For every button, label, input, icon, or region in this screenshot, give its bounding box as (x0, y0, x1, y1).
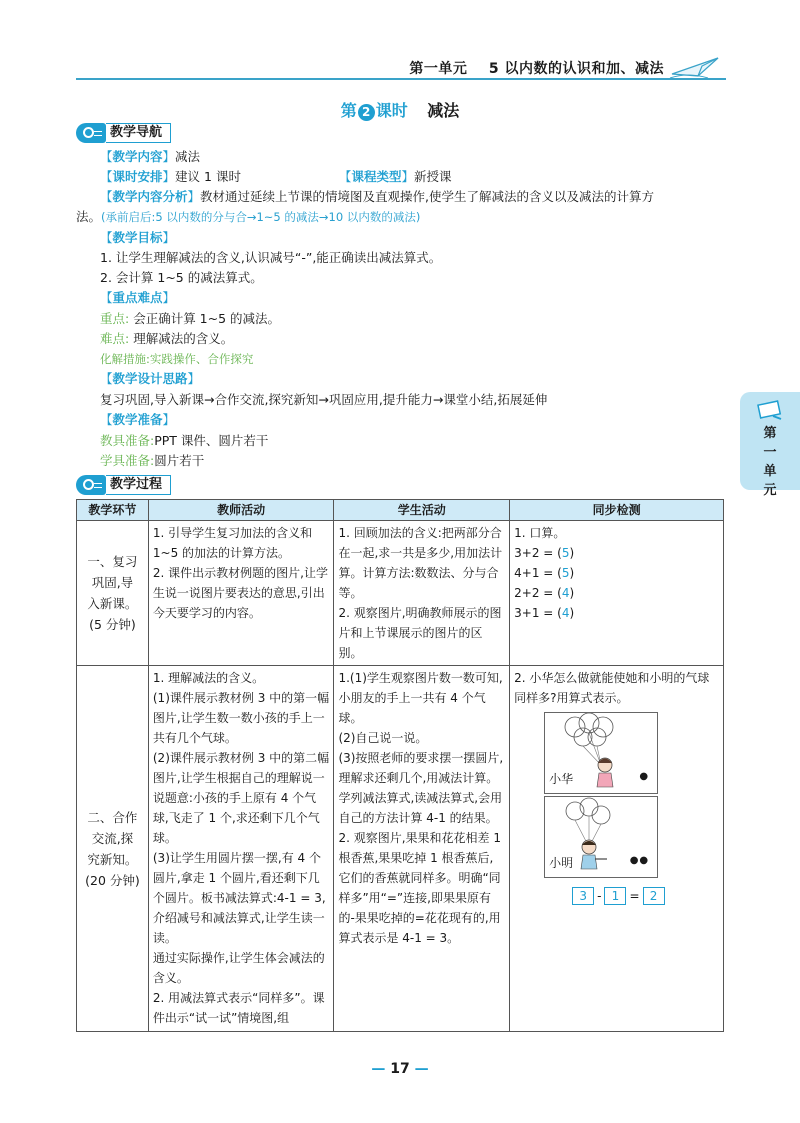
teacher-activity-item: 2. 课件出示教材例题的图片,让学生说一说图片要表达的意思,引出今天要学习的内容。 (152, 566, 328, 620)
check-item (514, 583, 719, 603)
student-activity-item: (3)按照老师的要求摆一摆圆片,理解求还剩几个,用减法计算。学列减法算式,读减法算式,会用自己的方法计算 4-1 的结果。 (338, 751, 504, 825)
student-activity-cell (334, 521, 510, 666)
section-title-process: 教学过程 (106, 475, 171, 495)
table-row (77, 521, 724, 666)
section-badge-process (76, 474, 171, 496)
equation-box: 2 (643, 887, 665, 905)
lesson-label-pre: 第 (340, 101, 357, 120)
teacher-prep-line (100, 431, 750, 451)
balloon-picture-xiaohua (544, 712, 658, 794)
teacher-activity-cell (148, 521, 334, 666)
student-prep-text: 圆片若干 (154, 453, 205, 468)
prep-label: 教学准备 (112, 412, 163, 427)
teacher-activity-item: 1. 引导学生复习加法的含义和 1~5 的加法的计算方法。 (152, 526, 313, 560)
page-number-value: 17 (390, 1061, 410, 1077)
check-expr: 3+2 = ( (514, 546, 562, 560)
check-cell (510, 521, 724, 666)
teacher-activity-cell (148, 666, 334, 1032)
keypoints-label: 重点难点 (112, 290, 163, 305)
equation-box: 1 (604, 887, 626, 905)
stage-duration: (5 分钟) (89, 617, 136, 632)
analysis-line: 【教学内容分析】教材通过延续上节课的情境图及直观操作,使学生了解减法的含义以及减法的计算方 (100, 189, 655, 204)
equation-box: 3 (572, 887, 594, 905)
check-answer: 5 (561, 546, 570, 560)
table-header-cell: 同步检测 (510, 500, 724, 521)
teacher-activity-item: 1. 理解减法的含义。 (152, 671, 265, 685)
table-header-row (77, 500, 724, 521)
teacher-activity-item: 通过实际操作,让学生体会减法的含义。 (152, 951, 325, 985)
check-answer: 5 (561, 566, 570, 580)
student-activity-item: 2. 观察图片,果果和花花相差 1 根香蕉,果果吃掉 1 根香蕉后,它们的香蕉就同样多。明确“同样多”用“=”连接,即果果原有的-果果吃掉的=花花现有的,用算式表示是 4-1 = 3。 (338, 831, 501, 945)
stage-text: 二、合作 (87, 809, 138, 825)
teacher-activity-item: (2)课件展示教材例 3 中的第二幅图片,让学生根据自己的理解说一说题意:小孩的手上原有 4 个气球,飞走了 1 个,求还剩下几个气球。 (152, 751, 330, 845)
teacher-prep-text: PPT 课件、圆片若干 (154, 433, 269, 448)
equation-equals: = (629, 889, 640, 903)
analysis-text-1: 教材通过延续上节课的情境图及直观操作,使学生了解减法的含义以及减法的计算方 (200, 189, 655, 204)
design-label: 教学设计思路 (112, 371, 188, 386)
stage-text: 究新知。 (87, 851, 138, 867)
answer-equation (572, 886, 719, 906)
stage-text: 一、复习 (87, 554, 138, 569)
schedule-line: 【课时安排】建议 1 课时 【课程类型】新授课 (100, 169, 452, 184)
goal-item: 2. 会计算 1~5 的减法算式。 (100, 270, 263, 285)
schedule-value: 建议 1 课时 (175, 169, 241, 184)
student-activity-item: 2. 观察图片,明确教师展示的图片和上节课展示的图片的区别。 (338, 606, 502, 660)
picture-caption: 小华 (549, 772, 574, 786)
teacher-activity-item: 2. 用减法算式表示“同样多”。课件出示“试一试”情境图,组 (152, 991, 325, 1025)
unit-side-tab (740, 392, 800, 498)
table-header-cell: 学生活动 (334, 500, 510, 521)
blackboard-icon (756, 400, 784, 420)
teacher-activity-item: (3)让学生用圆片摆一摆,有 4 个圆片,拿走 1 个圆片,看还剩下几个圆片。板书减法算式:4-1 = 3,介绍减号和减法算式,让学生读一读。 (152, 851, 326, 945)
key-point-line (100, 309, 750, 329)
measures-line (100, 349, 750, 369)
student-prep-line (100, 451, 750, 471)
stage-text: 交流,探 (91, 830, 134, 846)
analysis-label: 教学内容分析 (112, 189, 188, 204)
stage-cell (77, 666, 149, 1032)
stage-cell (77, 521, 149, 666)
check-close: ) (569, 586, 575, 600)
table-row (77, 666, 724, 1032)
stage-text: 巩固,导 (91, 575, 134, 590)
side-tab-text (756, 424, 784, 500)
dot-marker: ●● (629, 855, 650, 866)
difficult-label: 难点: (100, 331, 130, 346)
check-cell (510, 666, 724, 1032)
check-question: 2. 小华怎么做就能使她和小明的气球同样多?用算式表示。 (514, 671, 710, 705)
stage-duration: (20 分钟) (85, 872, 140, 888)
analysis-line-2 (76, 207, 726, 227)
table-header-cell: 教师活动 (148, 500, 334, 521)
design-heading: 【教学设计思路】 (100, 371, 201, 386)
student-activity-item: 1. 回顾加法的含义:把两部分合在一起,求一共是多少,用加法计算。计算方法:数数法、分与合等。 (338, 526, 503, 600)
check-close: ) (569, 566, 575, 580)
stage-text: 入新课。 (87, 596, 138, 611)
student-activity-item: 1.(1)学生观察图片数一数可知,小朋友的手上一共有 4 个气球。 (338, 671, 503, 725)
content-value: 减法 (175, 149, 201, 164)
dot-marker: ● (639, 771, 650, 782)
check-title: 1. 口算。 (514, 526, 566, 540)
page-number: — 17 — (371, 1061, 429, 1077)
section-title-nav: 教学导航 (106, 123, 171, 143)
location-pin-icon (76, 123, 106, 143)
teacher-prep-label: 教具准备: (100, 433, 155, 448)
measures-text: 化解措施:实践操作、合作探究 (100, 352, 254, 366)
student-activity-item: (2)自己说一说。 (338, 731, 428, 745)
picture-caption: 小明 (549, 856, 574, 870)
key-label: 重点: (100, 311, 130, 326)
lesson-number-badge: 2 (358, 104, 375, 121)
side-tab-char: 单 (763, 464, 777, 479)
analysis-text-2: 法。 (76, 209, 102, 224)
header-unit: 第一单元 (409, 61, 468, 77)
goal-item: 1. 让学生理解减法的含义,认识减号“-”,能正确读出减法算式。 (100, 250, 442, 265)
type-value: 新授课 (413, 169, 452, 184)
type-label: 课程类型 (351, 169, 402, 184)
check-expr: 4+1 = ( (514, 566, 562, 580)
side-tab-char: 一 (763, 445, 777, 460)
header-topic: 5 以内数的认识和加、减法 (488, 61, 664, 77)
teaching-process-table (76, 499, 724, 1032)
check-close: ) (569, 546, 575, 560)
check-answer: 4 (561, 606, 570, 620)
student-prep-label: 学具准备: (100, 453, 155, 468)
section-badge-nav (76, 122, 171, 144)
student-activity-cell (334, 666, 510, 1032)
check-expr: 2+2 = ( (514, 586, 562, 600)
running-header (76, 58, 726, 80)
keypoints-heading: 【重点难点】 (100, 290, 176, 305)
analysis-note: (承前启后:5 以内数的分与合→1~5 的减法→10 以内数的减法) (101, 210, 421, 224)
running-header-text (409, 58, 664, 78)
difficult-point-line (100, 329, 750, 349)
difficult-text: 理解减法的含义。 (133, 331, 234, 346)
balloon-picture-xiaoming (544, 796, 658, 878)
lesson-label-post: 课时 (375, 101, 408, 120)
design-text: 复习巩固,导入新课→合作交流,探究新知→巩固应用,提升能力→课堂小结,拓展延伸 (100, 392, 548, 407)
check-expr: 3+1 = ( (514, 606, 562, 620)
goals-label: 教学目标 (112, 230, 163, 245)
check-answer: 4 (561, 586, 570, 600)
prep-heading: 【教学准备】 (100, 412, 176, 427)
content-label: 教学内容 (112, 149, 163, 164)
content-line: 【教学内容】减法 (100, 149, 201, 164)
key-text: 会正确计算 1~5 的减法。 (133, 311, 281, 326)
table-header-cell: 教学环节 (77, 500, 149, 521)
lesson-title (0, 98, 800, 121)
side-tab-char: 第 (763, 426, 777, 441)
side-tab-char: 元 (763, 483, 777, 498)
equation-operator: - (597, 889, 602, 903)
check-close: ) (569, 606, 575, 620)
check-item (514, 563, 719, 583)
teacher-activity-item: (1)课件展示教材例 3 中的第一幅图片,让学生数一数小孩的手上一共有几个气球。 (152, 691, 330, 745)
location-pin-icon (76, 475, 106, 495)
schedule-label: 课时安排 (112, 169, 163, 184)
check-item (514, 543, 719, 563)
check-item (514, 603, 719, 623)
paper-plane-decoration-icon (668, 52, 724, 80)
lesson-title-text: 减法 (427, 101, 460, 120)
goals-heading: 【教学目标】 (100, 230, 176, 245)
